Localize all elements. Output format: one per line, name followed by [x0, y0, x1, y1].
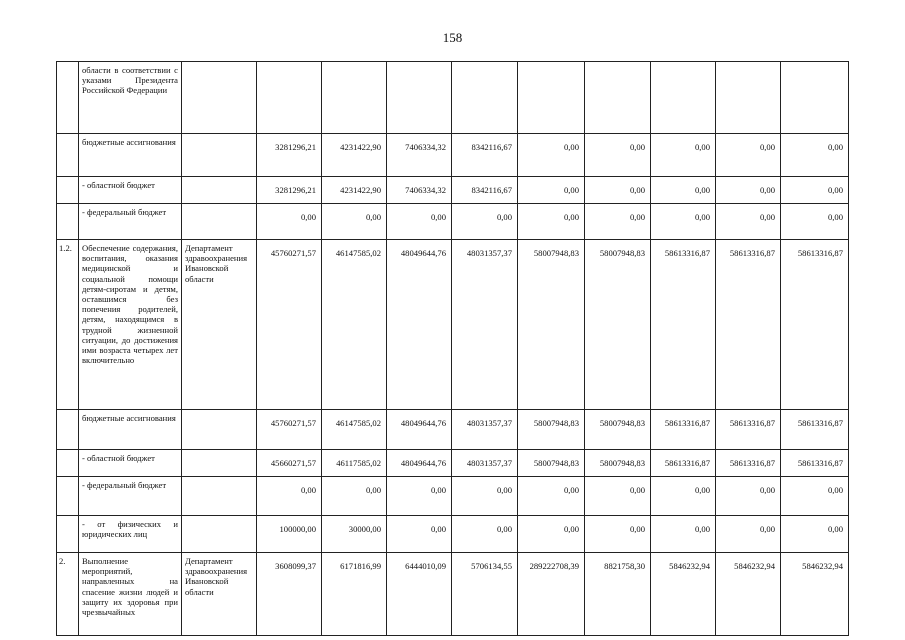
table-row [57, 410, 849, 450]
row-number-cell [57, 134, 79, 177]
executor-cell [182, 477, 257, 516]
value-cell: 289222708,39 [518, 553, 585, 636]
value-cell: 58007948,83 [518, 450, 585, 477]
value-cell: 0,00 [257, 477, 322, 516]
value-cell: 0,00 [518, 204, 585, 240]
executor-cell: Департамент здравоохранения Ивановской области [182, 240, 257, 410]
value-cell: 0,00 [387, 204, 452, 240]
value-cell: 58613316,87 [716, 240, 781, 410]
value-cell: 8342116,67 [452, 134, 518, 177]
value-cell: 7406334,32 [387, 134, 452, 177]
row-number-cell [57, 204, 79, 240]
value-cell: 0,00 [651, 477, 716, 516]
value-cell: 58007948,83 [518, 410, 585, 450]
value-cell: 45660271,57 [257, 450, 322, 477]
value-cell: 0,00 [518, 477, 585, 516]
value-cell: 0,00 [716, 516, 781, 553]
value-cell: 0,00 [322, 477, 387, 516]
value-cell: 58613316,87 [781, 450, 849, 477]
value-cell: 58007948,83 [518, 240, 585, 410]
value-cell: 58613316,87 [716, 450, 781, 477]
value-cell: 0,00 [651, 134, 716, 177]
value-cell: 0,00 [781, 477, 849, 516]
executor-cell [182, 410, 257, 450]
value-cell: 46147585,02 [322, 240, 387, 410]
row-number-cell [57, 177, 79, 204]
table-row [57, 516, 849, 553]
value-cell: 0,00 [781, 204, 849, 240]
value-cell [585, 62, 651, 134]
table-row [57, 450, 849, 477]
table-row [57, 177, 849, 204]
value-cell: 0,00 [518, 177, 585, 204]
value-cell: 5846232,94 [781, 553, 849, 636]
value-cell: 0,00 [651, 204, 716, 240]
value-cell: 0,00 [781, 516, 849, 553]
value-cell: 8342116,67 [452, 177, 518, 204]
item-name-cell: бюджетные ассигнования [79, 410, 182, 450]
value-cell: 3608099,37 [257, 553, 322, 636]
value-cell: 0,00 [452, 516, 518, 553]
value-cell [322, 62, 387, 134]
value-cell: 0,00 [651, 516, 716, 553]
value-cell: 5846232,94 [716, 553, 781, 636]
table-row [57, 204, 849, 240]
value-cell: 45760271,57 [257, 240, 322, 410]
value-cell: 58613316,87 [781, 410, 849, 450]
table-row [57, 477, 849, 516]
value-cell [781, 62, 849, 134]
value-cell: 0,00 [716, 477, 781, 516]
row-number-cell: 1.2. [57, 240, 79, 410]
item-name-cell: - федеральный бюджет [79, 477, 182, 516]
value-cell: 0,00 [781, 134, 849, 177]
item-name-cell: - областной бюджет [79, 450, 182, 477]
value-cell: 5846232,94 [651, 553, 716, 636]
value-cell: 48031357,37 [452, 450, 518, 477]
value-cell: 0,00 [387, 516, 452, 553]
budget-table [56, 61, 849, 636]
value-cell [387, 62, 452, 134]
value-cell: 30000,00 [322, 516, 387, 553]
value-cell [452, 62, 518, 134]
value-cell: 6444010,09 [387, 553, 452, 636]
row-number-cell [57, 477, 79, 516]
row-number-cell [57, 410, 79, 450]
value-cell: 0,00 [518, 516, 585, 553]
row-number-cell [57, 516, 79, 553]
executor-cell [182, 516, 257, 553]
executor-cell [182, 450, 257, 477]
item-name-cell: бюджетные ассигнования [79, 134, 182, 177]
value-cell: 0,00 [716, 134, 781, 177]
row-number-cell: 2. [57, 553, 79, 636]
executor-cell [182, 134, 257, 177]
value-cell: 6171816,99 [322, 553, 387, 636]
value-cell: 48049644,76 [387, 240, 452, 410]
value-cell: 5706134,55 [452, 553, 518, 636]
value-cell [518, 62, 585, 134]
value-cell: 3281296,21 [257, 134, 322, 177]
value-cell: 58007948,83 [585, 410, 651, 450]
table-row [57, 62, 849, 134]
value-cell: 58613316,87 [716, 410, 781, 450]
value-cell: 0,00 [585, 477, 651, 516]
value-cell: 0,00 [585, 204, 651, 240]
value-cell [716, 62, 781, 134]
executor-cell [182, 177, 257, 204]
item-name-cell: - федеральный бюджет [79, 204, 182, 240]
value-cell: 58613316,87 [651, 410, 716, 450]
executor-cell [182, 204, 257, 240]
page-number: 158 [442, 30, 463, 45]
value-cell: 0,00 [452, 477, 518, 516]
value-cell: 48031357,37 [452, 240, 518, 410]
executor-cell [182, 62, 257, 134]
value-cell: 58613316,87 [651, 450, 716, 477]
value-cell: 0,00 [322, 204, 387, 240]
value-cell: 45760271,57 [257, 410, 322, 450]
table-row [57, 240, 849, 410]
value-cell: 0,00 [651, 177, 716, 204]
value-cell: 48049644,76 [387, 410, 452, 450]
value-cell: 46117585,02 [322, 450, 387, 477]
value-cell: 0,00 [585, 177, 651, 204]
value-cell: 0,00 [716, 177, 781, 204]
item-name-cell: - областной бюджет [79, 177, 182, 204]
value-cell: 0,00 [387, 477, 452, 516]
executor-cell: Департамент здравоохранения Ивановской области [182, 553, 257, 636]
value-cell [257, 62, 322, 134]
item-name-cell: Обеспечение содержания, воспитания, оказания медицинской и социальной помощи детям-сиротам и детям, оставшимся без попечения родителей, детям, находящимся в трудной жизненной ситуации, до достижения ими возраста четырех лет включительно [79, 240, 182, 410]
item-name-cell: области в соответствии с указами Президента Российской Федерации [79, 62, 182, 134]
value-cell: 48049644,76 [387, 450, 452, 477]
value-cell: 0,00 [257, 204, 322, 240]
value-cell: 100000,00 [257, 516, 322, 553]
row-number-cell [57, 62, 79, 134]
table-row [57, 553, 849, 636]
value-cell: 0,00 [518, 134, 585, 177]
table-row [57, 134, 849, 177]
value-cell: 0,00 [585, 516, 651, 553]
row-number-cell [57, 450, 79, 477]
value-cell: 8821758,30 [585, 553, 651, 636]
value-cell: 0,00 [781, 177, 849, 204]
value-cell: 4231422,90 [322, 134, 387, 177]
item-name-cell: - от физических и юридических лиц [79, 516, 182, 553]
value-cell: 58007948,83 [585, 450, 651, 477]
value-cell: 0,00 [452, 204, 518, 240]
value-cell: 0,00 [716, 204, 781, 240]
value-cell: 3281296,21 [257, 177, 322, 204]
value-cell: 4231422,90 [322, 177, 387, 204]
value-cell: 0,00 [585, 134, 651, 177]
value-cell: 48031357,37 [452, 410, 518, 450]
value-cell: 58007948,83 [585, 240, 651, 410]
value-cell: 58613316,87 [781, 240, 849, 410]
value-cell: 46147585,02 [322, 410, 387, 450]
value-cell [651, 62, 716, 134]
value-cell: 7406334,32 [387, 177, 452, 204]
item-name-cell: Выполнение мероприятий, направленных на спасение жизни людей и защиту их здоровья при чрезвычайных [79, 553, 182, 636]
value-cell: 58613316,87 [651, 240, 716, 410]
